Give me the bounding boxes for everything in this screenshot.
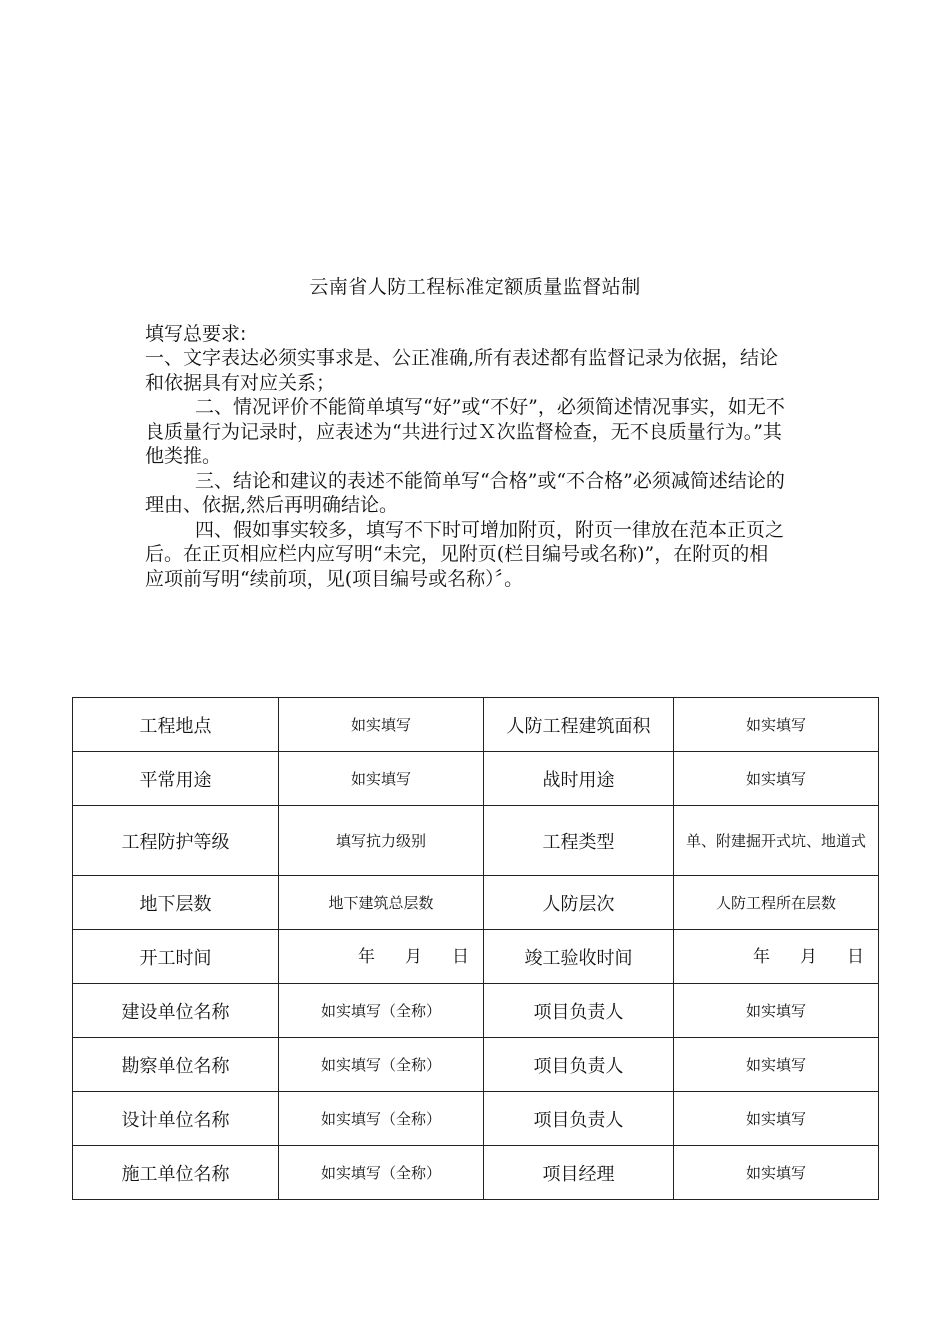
table-row [73,1092,879,1146]
label-underground-floors: 地下层数 [73,876,279,930]
instruction-item-2: 二、情况评价不能简单填写“好”或“不好”，必须简述情况事实，如无不良质量行为记录时，应表述为“共进行过Ｘ次监督检查，无不良质量行为。”其他类推。 [145,396,785,467]
value-project-type[interactable]: 单、附建掘开式坑、地道式 [674,806,879,876]
value-survey-unit-lead[interactable]: 如实填写 [674,1038,879,1092]
value-contractor[interactable]: 如实填写（全称） [279,1146,484,1200]
table-row [73,876,879,930]
table-row [73,752,879,806]
label-peacetime-use: 平常用途 [73,752,279,806]
value-underground-floors[interactable]: 地下建筑总层数 [279,876,484,930]
value-start-date[interactable] [279,930,484,984]
label-protection-grade: 工程防护等级 [73,806,279,876]
label-civil-defense-level: 人防层次 [484,876,674,930]
start-date-day: 日 [452,946,469,967]
label-project-location: 工程地点 [73,698,279,752]
label-completion-date: 竣工验收时间 [484,930,674,984]
instructions-heading: 填写总要求: [145,323,247,345]
label-start-date: 开工时间 [73,930,279,984]
label-wartime-use: 战时用途 [484,752,674,806]
label-design-unit-lead: 项目负责人 [484,1092,674,1146]
value-civil-defense-level[interactable]: 人防工程所在层数 [674,876,879,930]
value-completion-date[interactable] [674,930,879,984]
instruction-item-4: 四、假如事实较多，填写不下时可增加附页，附页一律放在范本正页之后。在正页相应栏内应写明“未完，见附页(栏目编号或名称)”，在附页的相应项前写明“续前项，见(项目编号或名称）〞。 [145,518,785,590]
table-row [73,698,879,752]
filling-instructions [145,322,785,591]
completion-date-month: 月 [800,946,817,967]
value-project-location[interactable]: 如实填写 [279,698,484,752]
instruction-item-1: 一、文字表达必须实事求是、公正准确,所有表述都有监督记录为依据，结论和依据具有对应关系； [145,347,779,394]
label-project-type: 工程类型 [484,806,674,876]
table-row [73,806,879,876]
table-row [73,1038,879,1092]
project-info-table [72,697,879,1200]
value-building-area[interactable]: 如实填写 [674,698,879,752]
label-building-area: 人防工程建筑面积 [484,698,674,752]
value-design-unit-lead[interactable]: 如实填写 [674,1092,879,1146]
completion-date-year: 年 [753,946,770,967]
start-date-month: 月 [405,946,422,967]
completion-date-day: 日 [847,946,864,967]
table-row [73,1146,879,1200]
label-design-unit: 设计单位名称 [73,1092,279,1146]
value-construction-unit-lead[interactable]: 如实填写 [674,984,879,1038]
value-survey-unit[interactable]: 如实填写（全称） [279,1038,484,1092]
value-project-manager[interactable]: 如实填写 [674,1146,879,1200]
issuing-organization: 云南省人防工程标准定额质量监督站制 [309,276,641,298]
table-row [73,930,879,984]
label-contractor: 施工单位名称 [73,1146,279,1200]
value-wartime-use[interactable]: 如实填写 [674,752,879,806]
label-project-manager: 项目经理 [484,1146,674,1200]
value-peacetime-use[interactable]: 如实填写 [279,752,484,806]
value-protection-grade[interactable]: 填写抗力级别 [279,806,484,876]
value-design-unit[interactable]: 如实填写（全称） [279,1092,484,1146]
start-date-year: 年 [358,946,375,967]
value-construction-unit[interactable]: 如实填写（全称） [279,984,484,1038]
label-survey-unit: 勘察单位名称 [73,1038,279,1092]
instruction-item-3: 三、结论和建议的表述不能简单写“合格”或“不合格”必须减简述结论的理由、依据,然后再明确结论。 [145,469,785,516]
label-survey-unit-lead: 项目负责人 [484,1038,674,1092]
label-construction-unit: 建设单位名称 [73,984,279,1038]
label-construction-unit-lead: 项目负责人 [484,984,674,1038]
table-row [73,984,879,1038]
